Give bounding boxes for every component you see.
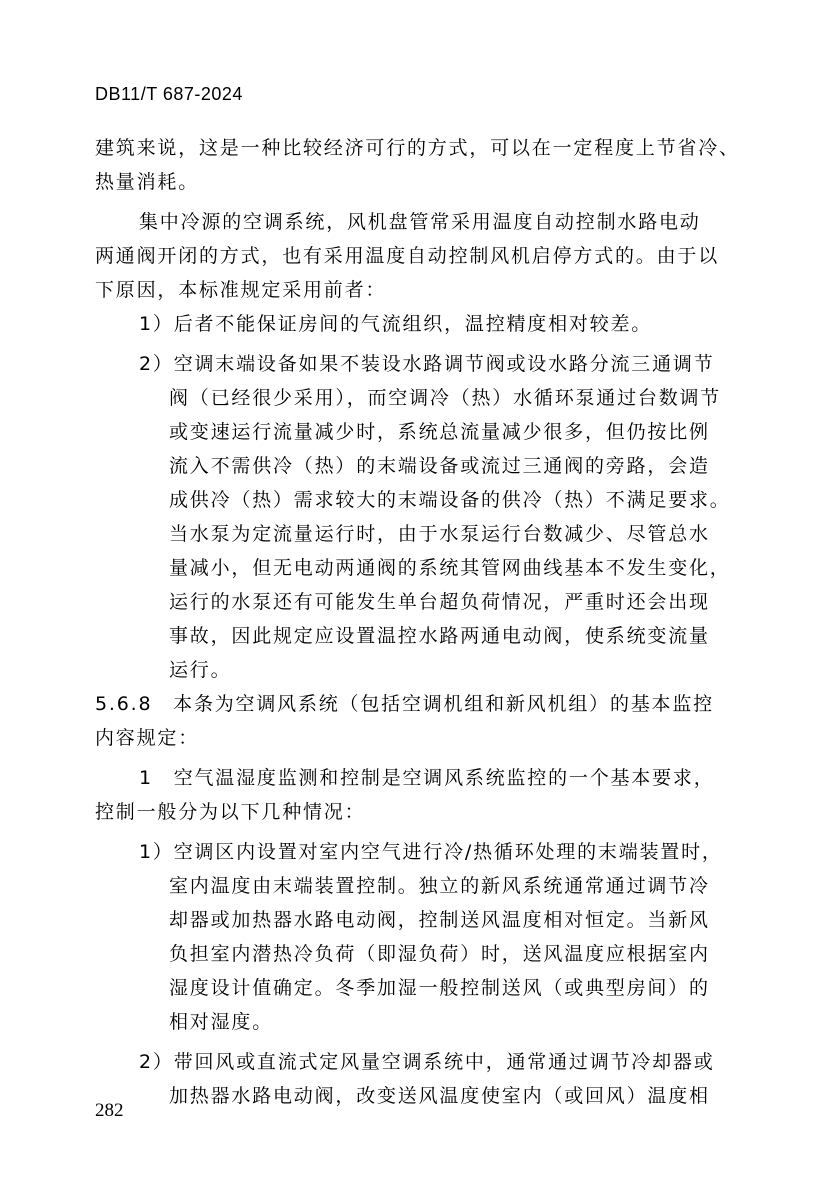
sub-item-continuation: 湿度设计值确定。冬季加湿一般控制送风（或典型房间）的: [169, 977, 710, 999]
list-item-continuation: 运行的水泵还有可能发生单台超负荷情况，严重时还会出现: [169, 591, 710, 613]
list-item-continuation: 当水泵为定流量运行时，由于水泵运行台数减少、尽管总水: [169, 523, 710, 545]
text-line: 控制一般分为以下几种情况：: [95, 801, 366, 823]
list-item-continuation: 事故，因此规定应设置温控水路两通电动阀，使系统变流量: [169, 625, 710, 647]
list-item-2: 2）空调末端设备如果不装设水路调节阀或设水路分流三通调节: [139, 353, 715, 375]
sub-item-continuation: 相对湿度。: [169, 1011, 274, 1033]
list-item-continuation: 流入不需供冷（热）的末端设备或流过三通阀的旁路，会造: [169, 455, 710, 477]
page-number: 282: [95, 1100, 124, 1121]
clause-heading-5-6-8: 5.6.8 本条为空调风系统（包括空调机组和新风机组）的基本监控: [95, 693, 714, 715]
sub-item-continuation: 加热器水路电动阀，改变送风温度使室内（或回风）温度相: [169, 1085, 710, 1107]
list-item-continuation: 成供冷（热）需求较大的末端设备的供冷（热）不满足要求。: [169, 489, 731, 511]
sub-item-continuation: 室内温度由末端装置控制。独立的新风系统通常通过调节冷: [169, 875, 710, 897]
list-item-1: 1）后者不能保证房间的气流组织，温控精度相对较差。: [139, 313, 653, 335]
clause-item-1: 1 空气温湿度监测和控制是空调风系统监控的一个基本要求，: [139, 767, 715, 789]
list-item-continuation: 或变速运行流量减少时，系统总流量减少很多，但仍按比例: [169, 421, 710, 443]
text-line: 热量消耗。: [95, 171, 200, 193]
sub-item-continuation: 负担室内潜热冷负荷（即湿负荷）时，送风温度应根据室内: [169, 943, 710, 965]
list-item-continuation: 量减小，但无电动两通阀的系统其管网曲线基本不发生变化，: [169, 557, 731, 579]
text-line: 建筑来说，这是一种比较经济可行的方式，可以在一定程度上节省冷、: [95, 137, 740, 159]
body-text: [95, 131, 755, 1113]
text-line: 下原因，本标准规定采用前者：: [95, 279, 387, 301]
list-item-continuation: 运行。: [169, 659, 232, 681]
document-code-header: DB11/T 687-2024: [95, 84, 243, 104]
text-line: 两通阀开闭的方式，也有采用温度自动控制风机启停方式的。由于以: [95, 245, 720, 267]
sub-item-2: 2）带回风或直流式定风量空调系统中，通常通过调节冷却器或: [139, 1051, 715, 1073]
sub-item-1: 1）空调区内设置对室内空气进行冷/热循环处理的末端装置时，: [139, 841, 723, 863]
text-line: 内容规定：: [95, 727, 200, 749]
paragraph-first-line: 集中冷源的空调系统，风机盘管常采用温度自动控制水路电动: [139, 211, 701, 233]
list-item-continuation: 阀（已经很少采用），而空调冷（热）水循环泵通过台数调节: [169, 387, 722, 409]
sub-item-continuation: 却器或加热器水路电动阀，控制送风温度相对恒定。当新风: [169, 909, 710, 931]
